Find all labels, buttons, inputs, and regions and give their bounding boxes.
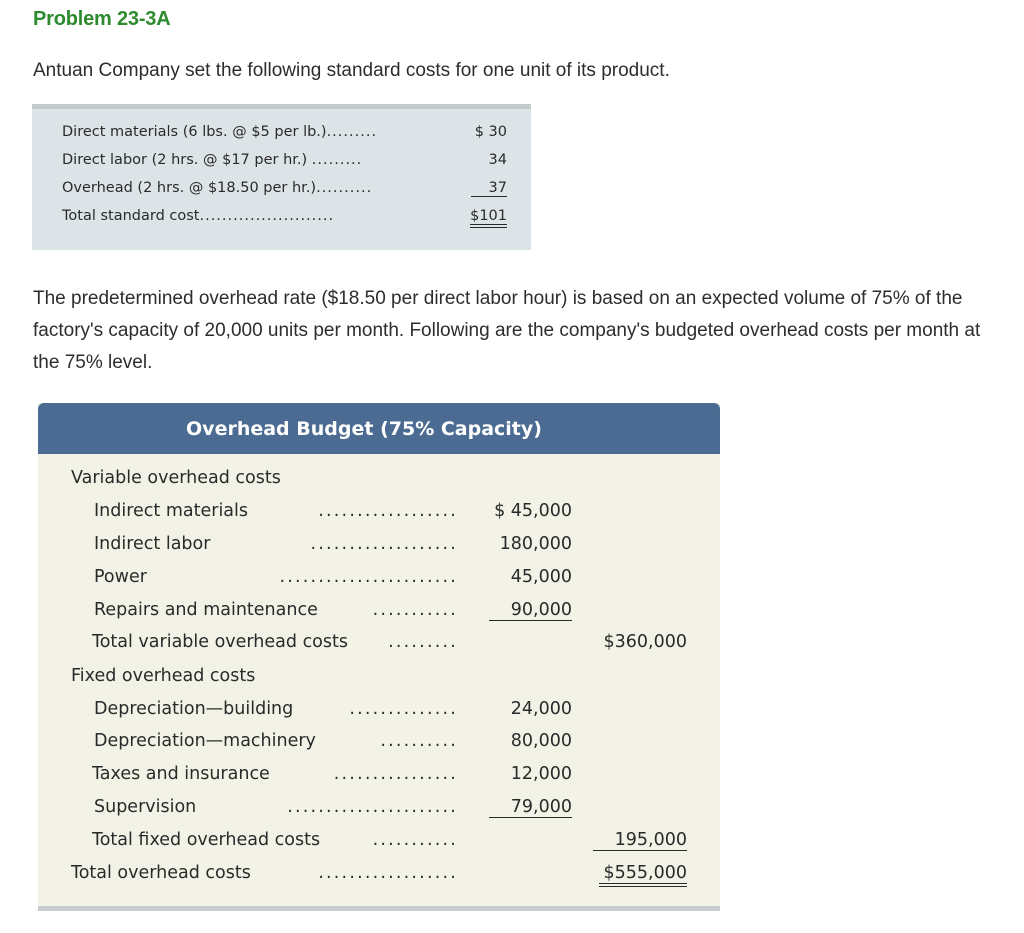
leader-dots: ......... — [311, 152, 363, 168]
leader-dots: ........... — [372, 600, 458, 620]
row-label: Direct labor (2 hrs. @ $17 per hr.) — [62, 152, 308, 168]
budget-row — [38, 797, 720, 825]
row-amount: 80,000 — [510, 731, 572, 751]
standard-cost-row — [62, 152, 507, 176]
row-amount: $ 30 — [474, 124, 507, 140]
grand-total-amount: $555,000 — [599, 863, 687, 887]
row-label: Total overhead costs — [71, 863, 251, 883]
leader-dots: .......... — [316, 180, 373, 196]
row-label: Depreciation—building — [94, 699, 294, 719]
budget-row — [38, 534, 720, 562]
total-amount: $360,000 — [603, 632, 687, 652]
leader-dots: .............. — [349, 699, 458, 719]
budget-row — [38, 600, 720, 628]
overhead-budget-table — [38, 403, 720, 911]
row-amount: 34 — [488, 152, 507, 168]
problem-title: Problem 23-3A — [33, 8, 171, 30]
standard-cost-total-row — [62, 208, 507, 232]
row-label: Power — [94, 567, 147, 587]
row-amount: 37 — [471, 180, 507, 197]
budget-row — [38, 501, 720, 529]
total-amount: 195,000 — [593, 830, 687, 851]
budget-title: Overhead Budget (75% Capacity) — [38, 403, 720, 454]
leader-dots: ........... — [372, 830, 458, 850]
leader-dots: ......... — [326, 124, 378, 140]
row-label: Indirect materials — [94, 501, 249, 521]
leader-dots: .................. — [318, 501, 458, 521]
row-label: Direct materials (6 lbs. @ $5 per lb.) — [62, 124, 327, 140]
fixed-total-row — [38, 830, 720, 858]
row-label: Supervision — [94, 797, 197, 817]
leader-dots: ........................ — [199, 208, 335, 224]
standard-cost-row — [62, 124, 507, 148]
budget-row — [38, 731, 720, 759]
grand-total-row — [38, 863, 720, 891]
budget-row — [38, 699, 720, 727]
row-amount: 45,000 — [510, 567, 572, 587]
standard-cost-row — [62, 180, 507, 204]
row-amount: 90,000 — [489, 600, 572, 621]
row-label: Taxes and insurance — [92, 764, 270, 784]
section-header-fixed — [38, 666, 720, 694]
variable-total-row — [38, 632, 720, 660]
standard-cost-box — [32, 104, 531, 250]
section-label: Variable overhead costs — [71, 468, 281, 488]
leader-dots: .................. — [318, 863, 458, 883]
row-amount: 12,000 — [510, 764, 572, 784]
budget-row — [38, 764, 720, 792]
row-label: Total variable overhead costs — [92, 632, 348, 652]
row-label: Depreciation—machinery — [94, 731, 316, 751]
row-amount: 180,000 — [499, 534, 572, 554]
total-amount: $101 — [470, 208, 507, 228]
intro-text: Antuan Company set the following standard costs for one unit of its product. — [33, 60, 670, 81]
row-amount: $ 45,000 — [494, 501, 572, 521]
section-header-variable — [38, 468, 720, 496]
leader-dots: ...................... — [287, 797, 458, 817]
row-label: Repairs and maintenance — [94, 600, 318, 620]
row-amount: 79,000 — [489, 797, 572, 818]
budget-row — [38, 567, 720, 595]
row-label: Overhead (2 hrs. @ $18.50 per hr.) — [62, 180, 317, 196]
leader-dots: ......... — [388, 632, 458, 652]
leader-dots: ................ — [333, 764, 458, 784]
description-paragraph: The predetermined overhead rate ($18.50 per direct labor hour) is based on an expected volume of 75% of the factory's capacity of 20,000 units per month. Following are the company's budgeted overhead costs per month at the 75% level. — [33, 288, 981, 373]
section-label: Fixed overhead costs — [71, 666, 256, 686]
row-amount: 24,000 — [510, 699, 572, 719]
row-label: Total standard cost — [62, 208, 200, 224]
row-label: Indirect labor — [94, 534, 211, 554]
row-label: Total fixed overhead costs — [92, 830, 321, 850]
leader-dots: .......... — [380, 731, 458, 751]
leader-dots: ................... — [310, 534, 458, 554]
leader-dots: ....................... — [279, 567, 458, 587]
